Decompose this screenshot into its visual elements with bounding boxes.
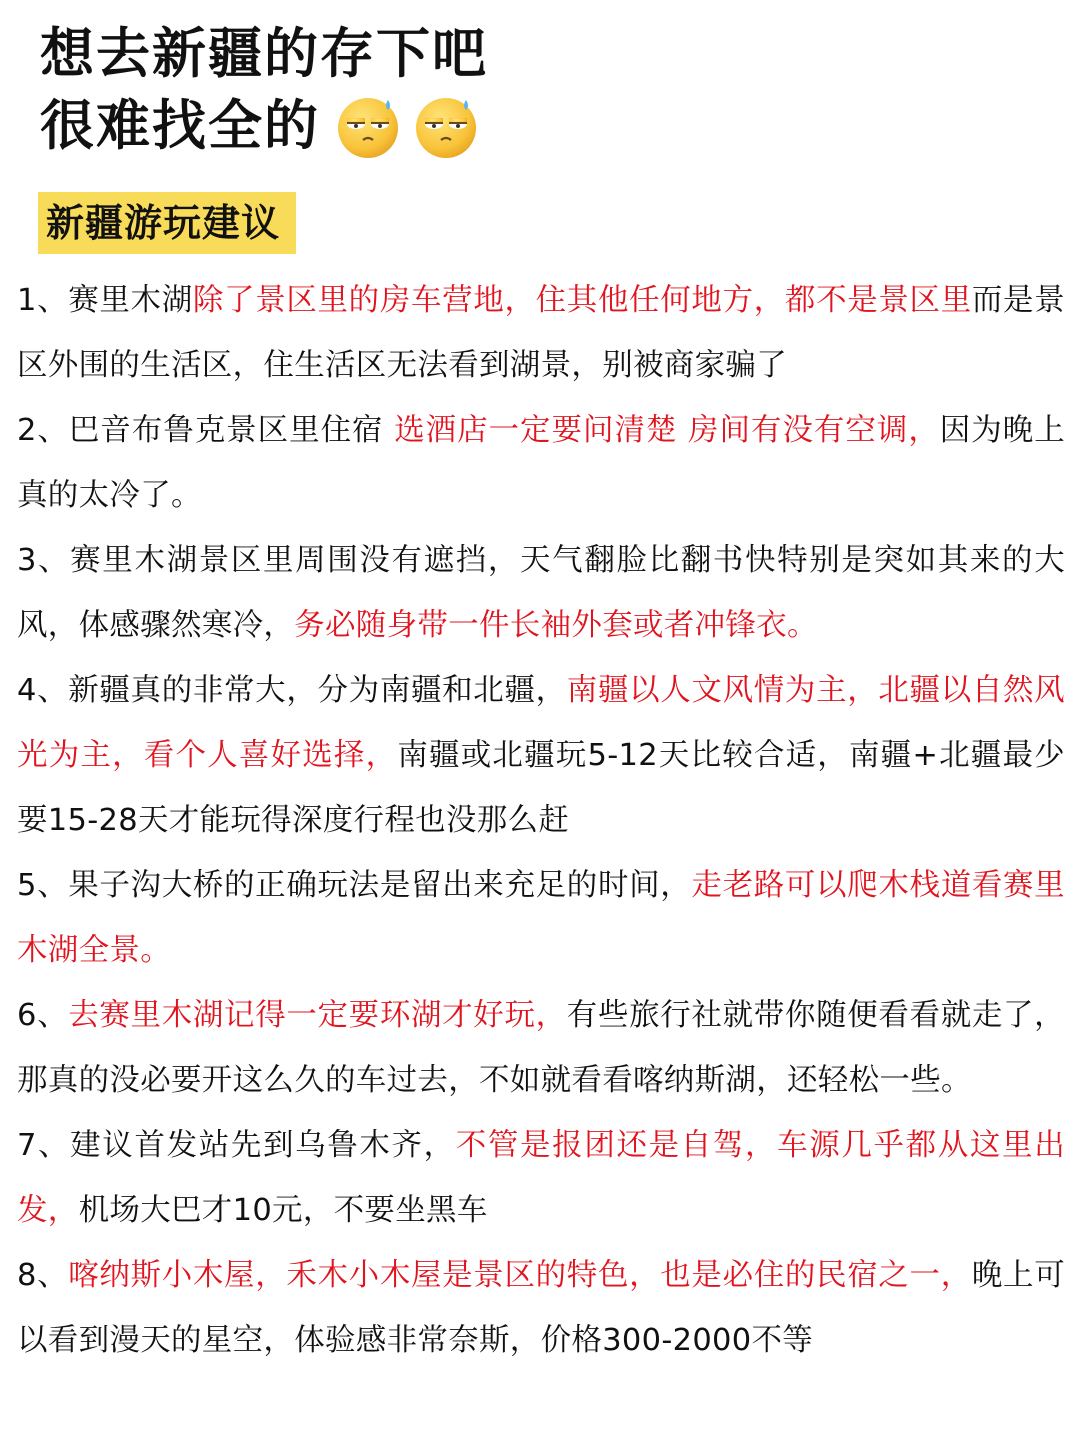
tip-text: 8、 [17, 1258, 69, 1293]
tip-text: 4、新疆真的非常大，分为南疆和北疆， [17, 673, 567, 708]
tip-text: 南疆或北疆玩5-12天比较合适，南疆+北疆最少要15-28天才能玩得深度行程也没那么赶 [17, 738, 1065, 838]
tip-highlight-text: 去赛里木湖记得一定要环湖才好玩， [68, 998, 567, 1033]
tip-item [17, 1113, 1065, 1243]
section-heading: 新疆游玩建议 [38, 192, 296, 254]
tip-text: 6、 [17, 998, 69, 1033]
tip-text: 机场大巴才10元，不要坐黑车 [78, 1193, 488, 1228]
tip-highlight-text: 南疆以人文风情为主，北疆以自然风光为主，看个人喜好选择， [17, 673, 1065, 773]
tip-text: 5、果子沟大桥的正确玩法是留出来充足的时间， [17, 868, 692, 903]
tip-item [17, 983, 1065, 1113]
sweat-face-icon [412, 92, 480, 160]
tip-highlight-text: 不管是报团还是自驾，车源几乎都从这里出发， [17, 1128, 1065, 1228]
tip-text: 因为晚上真的太冷了。 [17, 413, 1065, 513]
page-title-line-2-text: 很难找全的 [40, 94, 320, 157]
tip-highlight-text: 务必随身带一件长袖外套或者冲锋衣。 [294, 608, 818, 643]
tip-highlight-text: 走老路可以爬木栈道看赛里木湖全景。 [17, 868, 1065, 968]
tip-item [17, 398, 1065, 528]
tip-highlight-text: 喀纳斯小木屋，禾木小木屋是景区的特色，也是必住的民宿之一， [68, 1258, 972, 1293]
tip-text: 而是景区外围的生活区，住生活区无法看到湖景，别被商家骗了 [17, 283, 1065, 383]
tip-text: 晚上可以看到漫天的星空，体验感非常奈斯，价格300-2000不等 [17, 1258, 1065, 1358]
tip-text: 7、建议首发站先到乌鲁木齐， [17, 1128, 456, 1163]
tip-item [17, 853, 1065, 983]
page-title-line-2 [40, 90, 488, 162]
tip-highlight-text: 除了景区里的房车营地，住其他任何地方，都不是景区里 [192, 283, 972, 318]
tip-text: 有些旅行社就带你随便看看就走了，那真的没必要开这么久的车过去，不如就看看喀纳斯湖，还轻松一些。 [17, 998, 1065, 1098]
tip-text: 3、赛里木湖景区里周围没有遮挡，天气翻脸比翻书快特别是突如其来的大风，体感骤然寒冷， [17, 543, 1065, 643]
tip-text: 2、巴音布鲁克景区里住宿 [17, 413, 395, 448]
page-title-line-1: 想去新疆的存下吧 [40, 22, 488, 85]
tip-item [17, 268, 1065, 398]
tip-item [17, 528, 1065, 658]
tip-item [17, 658, 1065, 853]
tip-highlight-text: 选酒店一定要问清楚 房间有没有空调， [394, 413, 940, 448]
sweat-face-icon [334, 92, 402, 160]
tip-text: 1、赛里木湖 [17, 283, 193, 318]
title-block [40, 18, 488, 162]
tips-list [17, 268, 1065, 1373]
tip-item [17, 1243, 1065, 1373]
